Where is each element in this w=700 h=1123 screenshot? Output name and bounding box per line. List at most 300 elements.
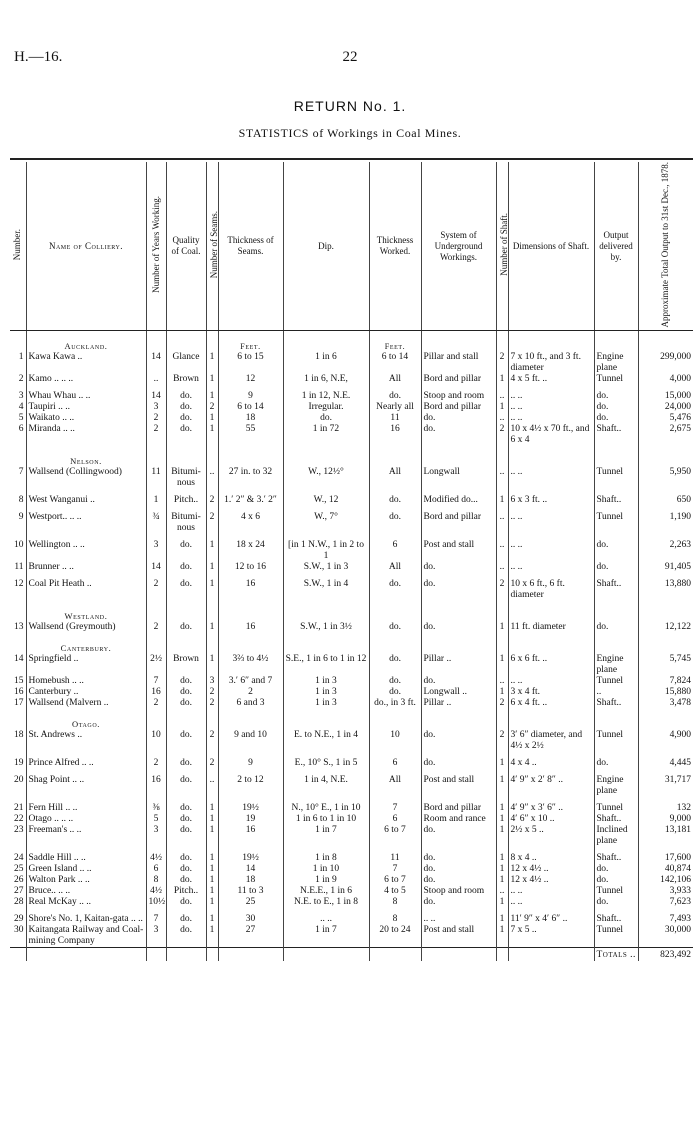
region-cell bbox=[369, 446, 421, 467]
cell-worked: do. bbox=[369, 495, 421, 506]
cell-out: 13,181 bbox=[638, 825, 693, 847]
table-body bbox=[10, 331, 693, 962]
cell-by: do. bbox=[594, 562, 638, 573]
cell-out: 91,405 bbox=[638, 562, 693, 573]
cell-thick: 6 to 14 bbox=[218, 402, 283, 413]
cell-seams: 1 bbox=[206, 579, 218, 601]
col-seams bbox=[206, 162, 218, 331]
cell-by: Tunnel bbox=[594, 512, 638, 534]
cell-name: Saddle Hill .. .. bbox=[26, 853, 146, 864]
cell-quality: do. bbox=[166, 413, 206, 424]
cell-quality: do. bbox=[166, 579, 206, 601]
cell-dim: 11 ft. diameter bbox=[508, 622, 594, 633]
cell-thick: 9 bbox=[218, 391, 283, 402]
cell-name: Miranda .. .. bbox=[26, 424, 146, 446]
cell-dip: Irregular. bbox=[283, 402, 369, 413]
cell-dim: 7 x 5 .. bbox=[508, 925, 594, 948]
cell-years: 11 bbox=[146, 467, 166, 489]
cell-by: do. bbox=[594, 622, 638, 633]
cell-thick: 27 in. to 32 bbox=[218, 467, 283, 489]
cell-no: 19 bbox=[14, 758, 24, 769]
cell-seams: 1 bbox=[206, 914, 218, 925]
table-row bbox=[10, 758, 693, 769]
cell-system: Post and stall bbox=[421, 775, 496, 797]
cell-thick: 12 bbox=[218, 374, 283, 385]
region-cell bbox=[218, 709, 283, 730]
cell-dim: 8 x 4 .. bbox=[508, 853, 594, 864]
cell-thick: 6 to 15 bbox=[218, 352, 283, 374]
cell-quality: do. bbox=[166, 803, 206, 814]
cell-dip: 1 in 3 bbox=[283, 687, 369, 698]
cell-system: Longwall .. bbox=[421, 687, 496, 698]
document-reference: H.—16. bbox=[14, 49, 63, 65]
cell-no: 22 bbox=[14, 814, 24, 825]
region-cell bbox=[421, 633, 496, 654]
cell-thick: 16 bbox=[218, 825, 283, 847]
cell-dim: 6 x 3 ft. .. bbox=[508, 495, 594, 506]
cell-dip: 1 in 3 bbox=[283, 676, 369, 687]
cell-by: Shaft.. bbox=[594, 814, 638, 825]
cell-seams: 2 bbox=[206, 495, 218, 506]
table-row bbox=[10, 875, 693, 886]
cell-years: 14 bbox=[146, 391, 166, 402]
cell-by: do. bbox=[594, 540, 638, 562]
cell-by: Shaft.. bbox=[594, 579, 638, 601]
cell-seams: 1 bbox=[206, 391, 218, 402]
cell-dip: S.W., 1 in 3 bbox=[283, 562, 369, 573]
cell-seams: 1 bbox=[206, 622, 218, 633]
cell-thick: 4 x 6 bbox=[218, 512, 283, 534]
cell-name: Whau Whau .. .. bbox=[26, 391, 146, 402]
cell-quality: do. bbox=[166, 853, 206, 864]
cell-shafts: 1 bbox=[496, 925, 508, 948]
cell-name: Fern Hill .. .. bbox=[26, 803, 146, 814]
cell-system: do. bbox=[421, 825, 496, 847]
cell-dim: .. .. bbox=[508, 562, 594, 573]
cell-worked: 11 bbox=[369, 413, 421, 424]
totals-spacer bbox=[496, 948, 508, 962]
cell-worked: 11 bbox=[369, 853, 421, 864]
region-cell bbox=[166, 601, 206, 622]
cell-name: St. Andrews .. bbox=[26, 730, 146, 752]
page-number: 22 bbox=[342, 49, 358, 65]
cell-out: 132 bbox=[638, 803, 693, 814]
cell-dip: N., 10° E., 1 in 10 bbox=[283, 803, 369, 814]
cell-seams: 1 bbox=[206, 803, 218, 814]
cell-no: 6 bbox=[18, 424, 24, 435]
cell-no: 28 bbox=[14, 897, 24, 908]
cell-quality: do. bbox=[166, 698, 206, 709]
cell-dim: .. .. bbox=[508, 886, 594, 897]
cell-years: 2 bbox=[146, 424, 166, 446]
totals-row bbox=[10, 948, 693, 962]
header-row bbox=[10, 162, 693, 331]
cell-seams: 1 bbox=[206, 897, 218, 908]
cell-thick: 3⅔ to 4½ bbox=[218, 654, 283, 676]
cell-name: Taupiri .. .. bbox=[26, 402, 146, 413]
cell-name: Wallsend (Greymouth) bbox=[26, 622, 146, 633]
region-cell bbox=[421, 331, 496, 353]
region-cell bbox=[421, 601, 496, 622]
cell-dip: 1 in 6 bbox=[283, 352, 369, 374]
cell-out: 15,000 bbox=[638, 391, 693, 402]
table-row bbox=[10, 676, 693, 687]
cell-dim: 7 x 10 ft., and 3 ft. diameter bbox=[508, 352, 594, 374]
cell-no: 12 bbox=[14, 579, 24, 590]
cell-no: 15 bbox=[14, 676, 24, 687]
cell-dip: 1 in 4, N.E. bbox=[283, 775, 369, 797]
cell-seams: .. bbox=[206, 775, 218, 797]
region-cell bbox=[496, 331, 508, 353]
cell-worked: Nearly all bbox=[369, 402, 421, 413]
cell-worked: 6 to 7 bbox=[369, 875, 421, 886]
cell-worked: All bbox=[369, 374, 421, 385]
cell-worked: All bbox=[369, 467, 421, 489]
totals-spacer bbox=[369, 948, 421, 962]
cell-out: 7,493 bbox=[638, 914, 693, 925]
cell-dim: .. .. bbox=[508, 402, 594, 413]
cell-seams: 3 bbox=[206, 676, 218, 687]
totals-label: Totals .. bbox=[594, 948, 638, 962]
table-row bbox=[10, 413, 693, 424]
cell-seams: 1 bbox=[206, 886, 218, 897]
region-row bbox=[10, 601, 693, 622]
cell-seams: 1 bbox=[206, 424, 218, 446]
cell-out: 4,445 bbox=[638, 758, 693, 769]
cell-dim: 6 x 6 ft. .. bbox=[508, 654, 594, 676]
cell-out: 3,933 bbox=[638, 886, 693, 897]
cell-quality: Brown bbox=[166, 374, 206, 385]
cell-out: 5,476 bbox=[638, 413, 693, 424]
cell-years: 6 bbox=[146, 864, 166, 875]
cell-quality: do. bbox=[166, 825, 206, 847]
cell-dim: .. .. bbox=[508, 467, 594, 489]
table-row bbox=[10, 864, 693, 875]
region-cell bbox=[638, 331, 693, 353]
cell-out: 299,000 bbox=[638, 352, 693, 374]
cell-thick: 55 bbox=[218, 424, 283, 446]
cell-dip: W., 12 bbox=[283, 495, 369, 506]
cell-thick: 19½ bbox=[218, 803, 283, 814]
cell-dip: 1 in 12, N.E. bbox=[283, 391, 369, 402]
cell-years: 10½ bbox=[146, 897, 166, 908]
cell-by: do. bbox=[594, 897, 638, 908]
cell-out: 7,623 bbox=[638, 897, 693, 908]
totals-spacer bbox=[206, 948, 218, 962]
cell-shafts: 1 bbox=[496, 875, 508, 886]
cell-system: Post and stall bbox=[421, 925, 496, 948]
region-cell bbox=[508, 601, 594, 622]
cell-quality: do. bbox=[166, 540, 206, 562]
table-row bbox=[10, 914, 693, 925]
region-cell bbox=[206, 633, 218, 654]
cell-name: Green Island .. .. bbox=[26, 864, 146, 875]
totals-spacer bbox=[146, 948, 166, 962]
cell-dip: S.E., 1 in 6 to 1 in 12 bbox=[283, 654, 369, 676]
cell-dip: W., 7° bbox=[283, 512, 369, 534]
unit-feet-worked: Feet. bbox=[369, 331, 421, 353]
cell-years: 2 bbox=[146, 413, 166, 424]
cell-quality: Bitumi-nous bbox=[166, 512, 206, 534]
cell-quality: Glance bbox=[166, 352, 206, 374]
cell-years: 4½ bbox=[146, 886, 166, 897]
table-row bbox=[10, 352, 693, 374]
region-cell bbox=[146, 633, 166, 654]
cell-worked: 6 to 7 bbox=[369, 825, 421, 847]
cell-thick: 30 bbox=[218, 914, 283, 925]
region-cell bbox=[206, 601, 218, 622]
table-row bbox=[10, 402, 693, 413]
cell-quality: Pitch.. bbox=[166, 495, 206, 506]
cell-system: Pillar .. bbox=[421, 698, 496, 709]
cell-no: 25 bbox=[14, 864, 24, 875]
cell-dim: 10 x 4½ x 70 ft., and 6 x 4 bbox=[508, 424, 594, 446]
cell-seams: 1 bbox=[206, 352, 218, 374]
cell-system: Post and stall bbox=[421, 540, 496, 562]
cell-no: 23 bbox=[14, 825, 24, 836]
col-number bbox=[10, 162, 26, 331]
cell-name: Bruce.. .. .. bbox=[26, 886, 146, 897]
region-cell bbox=[146, 331, 166, 353]
cell-name: Brunner .. .. bbox=[26, 562, 146, 573]
cell-worked: do. bbox=[369, 622, 421, 633]
cell-thick: 3.′ 6″ and 7 bbox=[218, 676, 283, 687]
cell-seams: 2 bbox=[206, 758, 218, 769]
cell-name: Shore's No. 1, Kaitan-gata .. .. bbox=[26, 914, 146, 925]
cell-years: 2½ bbox=[146, 654, 166, 676]
region-cell bbox=[218, 601, 283, 622]
region-row bbox=[10, 709, 693, 730]
col-quality: Quality of Coal. bbox=[166, 162, 206, 331]
cell-dip: N.E. to E., 1 in 8 bbox=[283, 897, 369, 908]
cell-shafts: 1 bbox=[496, 495, 508, 506]
cell-dip: 1 in 6 to 1 in 10 bbox=[283, 814, 369, 825]
cell-years: 16 bbox=[146, 775, 166, 797]
cell-quality: do. bbox=[166, 775, 206, 797]
region-spacer bbox=[10, 633, 26, 654]
top-rule bbox=[10, 158, 693, 160]
cell-shafts: 1 bbox=[496, 374, 508, 385]
cell-no: 14 bbox=[14, 654, 24, 665]
cell-no: 10 bbox=[14, 540, 24, 551]
cell-worked: 20 to 24 bbox=[369, 925, 421, 948]
cell-name: Wallsend (Collingwood) bbox=[26, 467, 146, 489]
cell-quality: do. bbox=[166, 814, 206, 825]
cell-shafts: 1 bbox=[496, 914, 508, 925]
table-row bbox=[10, 622, 693, 633]
cell-dim: .. .. bbox=[508, 512, 594, 534]
cell-years: .. bbox=[146, 374, 166, 385]
cell-out: 1,190 bbox=[638, 512, 693, 534]
cell-by: Tunnel bbox=[594, 374, 638, 385]
cell-system: Stoop and room bbox=[421, 391, 496, 402]
region-spacer bbox=[10, 601, 26, 622]
cell-no: 27 bbox=[14, 886, 24, 897]
cell-shafts: .. bbox=[496, 886, 508, 897]
cell-worked: 8 bbox=[369, 897, 421, 908]
cell-quality: do. bbox=[166, 730, 206, 752]
return-title: RETURN No. 1. bbox=[293, 98, 407, 114]
region-label: Otago. bbox=[26, 709, 146, 730]
cell-shafts: 2 bbox=[496, 352, 508, 374]
cell-shafts: 1 bbox=[496, 775, 508, 797]
cell-shafts: 2 bbox=[496, 424, 508, 446]
cell-dip: 1 in 6, N.E, bbox=[283, 374, 369, 385]
cell-dip: E. to N.E., 1 in 4 bbox=[283, 730, 369, 752]
cell-shafts: 1 bbox=[496, 853, 508, 864]
cell-by: Engine plane bbox=[594, 352, 638, 374]
col-seams-label: Number of Seams. bbox=[208, 211, 219, 279]
cell-no: 24 bbox=[14, 853, 24, 864]
cell-no: 4 bbox=[18, 402, 24, 413]
cell-by: Shaft.. bbox=[594, 424, 638, 446]
cell-system: do. bbox=[421, 897, 496, 908]
cell-seams: 2 bbox=[206, 698, 218, 709]
cell-no: 11 bbox=[14, 562, 24, 573]
cell-dip: 1 in 10 bbox=[283, 864, 369, 875]
cell-dim: 10 x 6 ft., 6 ft. diameter bbox=[508, 579, 594, 601]
cell-dip: 1 in 7 bbox=[283, 825, 369, 847]
cell-years: 2 bbox=[146, 758, 166, 769]
col-dimensions: Dimensions of Shaft. bbox=[508, 162, 594, 331]
cell-thick: 2 to 12 bbox=[218, 775, 283, 797]
cell-system: do. bbox=[421, 562, 496, 573]
cell-quality: Pitch.. bbox=[166, 886, 206, 897]
cell-years: 3 bbox=[146, 402, 166, 413]
cell-shafts: 1 bbox=[496, 825, 508, 847]
totals-spacer bbox=[218, 948, 283, 962]
region-cell bbox=[638, 446, 693, 467]
region-cell bbox=[218, 446, 283, 467]
region-cell bbox=[166, 446, 206, 467]
cell-seams: 1 bbox=[206, 925, 218, 948]
col-number-label: Number. bbox=[12, 229, 23, 261]
totals-spacer bbox=[26, 948, 146, 962]
cell-dip: 1 in 3 bbox=[283, 698, 369, 709]
cell-out: 142,106 bbox=[638, 875, 693, 886]
cell-dip: .. .. bbox=[283, 914, 369, 925]
cell-seams: 1 bbox=[206, 864, 218, 875]
col-thickness: Thickness of Seams. bbox=[218, 162, 283, 331]
cell-seams: 1 bbox=[206, 413, 218, 424]
cell-quality: Bitumi-nous bbox=[166, 467, 206, 489]
cell-dim: 4 x 4 .. bbox=[508, 758, 594, 769]
cell-years: 3 bbox=[146, 825, 166, 847]
cell-name: Otago .. .. .. bbox=[26, 814, 146, 825]
cell-quality: do. bbox=[166, 758, 206, 769]
cell-dim: 3 x 4 ft. bbox=[508, 687, 594, 698]
region-cell bbox=[146, 601, 166, 622]
cell-system: Modified do... bbox=[421, 495, 496, 506]
cell-worked: 8 bbox=[369, 914, 421, 925]
totals-spacer bbox=[283, 948, 369, 962]
cell-dip: W., 12½° bbox=[283, 467, 369, 489]
cell-years: 4½ bbox=[146, 853, 166, 864]
cell-system: do. bbox=[421, 676, 496, 687]
table-row bbox=[10, 897, 693, 908]
table-row bbox=[10, 853, 693, 864]
cell-no: 29 bbox=[14, 914, 24, 925]
col-colliery: Name of Colliery. bbox=[26, 162, 146, 331]
cell-seams: 1 bbox=[206, 825, 218, 847]
cell-name: Westport.. .. .. bbox=[26, 512, 146, 534]
cell-shafts: 2 bbox=[496, 579, 508, 601]
region-cell bbox=[146, 446, 166, 467]
cell-thick: 1.′ 2″ & 3.′ 2″ bbox=[218, 495, 283, 506]
cell-years: ⅜ bbox=[146, 803, 166, 814]
cell-quality: do. bbox=[166, 864, 206, 875]
cell-quality: do. bbox=[166, 687, 206, 698]
cell-worked: 7 bbox=[369, 864, 421, 875]
cell-no: 21 bbox=[14, 803, 24, 814]
cell-seams: 2 bbox=[206, 512, 218, 534]
region-cell bbox=[206, 446, 218, 467]
cell-dim: 12 x 4½ .. bbox=[508, 864, 594, 875]
table-row bbox=[10, 579, 693, 601]
cell-years: 7 bbox=[146, 676, 166, 687]
cell-worked: All bbox=[369, 562, 421, 573]
region-cell bbox=[369, 601, 421, 622]
cell-out: 9,000 bbox=[638, 814, 693, 825]
cell-quality: do. bbox=[166, 622, 206, 633]
cell-thick: 18 x 24 bbox=[218, 540, 283, 562]
table-row bbox=[10, 512, 693, 534]
cell-thick: 16 bbox=[218, 579, 283, 601]
region-cell bbox=[369, 633, 421, 654]
col-output-label: Approximate Total Output to 31st Dec., 1878. bbox=[660, 162, 671, 328]
cell-shafts: 2 bbox=[496, 730, 508, 752]
cell-out: 2,263 bbox=[638, 540, 693, 562]
cell-worked: 10 bbox=[369, 730, 421, 752]
region-cell bbox=[594, 601, 638, 622]
region-row bbox=[10, 331, 693, 353]
cell-out: 2,675 bbox=[638, 424, 693, 446]
cell-shafts: .. bbox=[496, 562, 508, 573]
cell-by: do. bbox=[594, 391, 638, 402]
cell-dip: E., 10° S., 1 in 5 bbox=[283, 758, 369, 769]
table-row bbox=[10, 886, 693, 897]
cell-dip: 1 in 9 bbox=[283, 875, 369, 886]
cell-system: do. bbox=[421, 730, 496, 752]
cell-thick: 19½ bbox=[218, 853, 283, 864]
cell-system: Pillar .. bbox=[421, 654, 496, 676]
cell-quality: do. bbox=[166, 424, 206, 446]
cell-thick: 25 bbox=[218, 897, 283, 908]
cell-name: Wellington .. .. bbox=[26, 540, 146, 562]
cell-years: 7 bbox=[146, 914, 166, 925]
totals-spacer bbox=[421, 948, 496, 962]
table-row bbox=[10, 654, 693, 676]
cell-system: do. bbox=[421, 864, 496, 875]
cell-out: 3,478 bbox=[638, 698, 693, 709]
cell-by: Inclined plane bbox=[594, 825, 638, 847]
cell-by: Tunnel bbox=[594, 467, 638, 489]
cell-shafts: 1 bbox=[496, 402, 508, 413]
cell-worked: All bbox=[369, 775, 421, 797]
cell-out: 7,824 bbox=[638, 676, 693, 687]
cell-dim: .. .. bbox=[508, 413, 594, 424]
cell-shafts: 1 bbox=[496, 622, 508, 633]
cell-shafts: 1 bbox=[496, 814, 508, 825]
table-row bbox=[10, 467, 693, 489]
region-cell bbox=[638, 633, 693, 654]
cell-name: Prince Alfred .. .. bbox=[26, 758, 146, 769]
region-label: Nelson. bbox=[26, 446, 146, 467]
table-row bbox=[10, 814, 693, 825]
cell-name: Homebush .. .. bbox=[26, 676, 146, 687]
region-cell bbox=[283, 709, 369, 730]
col-years-label: Number of Years Working. bbox=[150, 196, 161, 294]
